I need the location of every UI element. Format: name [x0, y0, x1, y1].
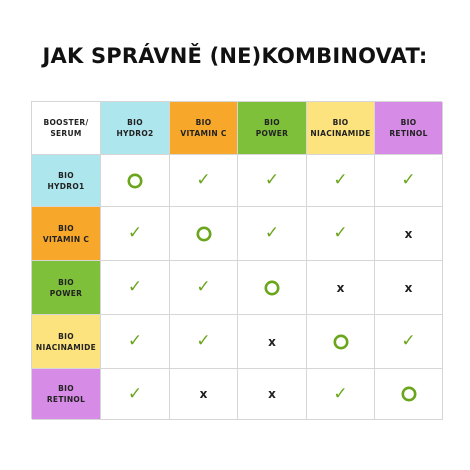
- table-cell: [375, 261, 443, 315]
- row-header-power: [32, 261, 101, 315]
- column-header-retinol-line2: RETINOL: [389, 129, 428, 138]
- check-icon: ✓: [333, 383, 348, 404]
- check-icon: ✓: [401, 170, 416, 190]
- column-header-vitamin-c: [170, 102, 238, 155]
- check-icon: ✓: [127, 331, 143, 351]
- compatibility-table: [31, 101, 442, 419]
- check-icon: ✓: [264, 223, 280, 243]
- row-header-hydro1-line2: HYDRO1: [47, 181, 85, 191]
- cross-icon: x: [268, 334, 276, 349]
- table-cell: [238, 315, 307, 369]
- column-header-niacinamide-line1: BIO: [332, 118, 349, 127]
- column-header-vitamin-c-line1: BIO: [195, 118, 212, 127]
- same-product-swirl-icon: [401, 386, 417, 402]
- row-header-hydro1: [32, 155, 101, 207]
- table-cell: [307, 315, 375, 369]
- corner-header: [32, 102, 101, 155]
- cross-icon: x: [336, 280, 345, 295]
- table-cell: [170, 261, 238, 315]
- table-cell: [307, 369, 375, 420]
- table-cell: [101, 315, 170, 369]
- column-header-power-line2: POWER: [255, 129, 289, 138]
- check-icon: ✓: [196, 331, 211, 351]
- row-header-retinol-line1: BIO: [58, 384, 74, 393]
- cross-icon: x: [268, 387, 276, 401]
- row-header-retinol: [32, 369, 101, 420]
- row-header-hydro1-line1: BIO: [58, 170, 74, 180]
- column-header-niacinamide: [307, 102, 375, 155]
- table-cell: [101, 369, 170, 420]
- row-header-power-line1: BIO: [58, 277, 74, 287]
- table-cell: [101, 155, 170, 207]
- column-header-retinol: [375, 102, 443, 155]
- cross-icon: x: [404, 280, 413, 295]
- check-icon: ✓: [401, 331, 416, 351]
- same-product-swirl-icon: [196, 226, 212, 242]
- row-header-vitamin-c-line2: VITAMIN C: [42, 234, 90, 244]
- table-cell: [101, 261, 170, 315]
- column-header-power: [238, 102, 307, 155]
- cross-icon: x: [404, 226, 413, 241]
- check-icon: ✓: [333, 170, 348, 190]
- table-cell: [238, 207, 307, 261]
- table-cell: [170, 155, 238, 207]
- column-header-hydro2-line2: HYDRO2: [116, 129, 154, 138]
- table-cell: [238, 155, 307, 207]
- table-cell: [170, 369, 238, 420]
- row-header-niacinamide-line1: BIO: [58, 331, 74, 341]
- table-cell: [238, 369, 307, 420]
- same-product-swirl-icon: [333, 334, 349, 350]
- check-icon: ✓: [264, 170, 280, 190]
- row-header-power-line2: POWER: [49, 288, 83, 298]
- check-icon: ✓: [333, 223, 348, 243]
- table-cell: [238, 261, 307, 315]
- corner-header-line2: SERUM: [50, 129, 82, 138]
- same-product-swirl-icon: [127, 173, 143, 189]
- cross-icon: x: [199, 387, 208, 401]
- table-cell: [307, 207, 375, 261]
- check-icon: ✓: [127, 277, 143, 297]
- column-header-power-line1: BIO: [264, 118, 280, 127]
- same-product-swirl-icon: [264, 280, 280, 296]
- check-icon: ✓: [127, 223, 143, 243]
- table-cell: [307, 155, 375, 207]
- table-cell: [170, 207, 238, 261]
- table-cell: [101, 207, 170, 261]
- check-icon: ✓: [196, 170, 211, 190]
- column-header-vitamin-c-line2: VITAMIN C: [180, 129, 227, 138]
- row-header-niacinamide-line2: NIACINAMIDE: [35, 342, 97, 352]
- table-cell: [375, 369, 443, 420]
- table-cell: [375, 207, 443, 261]
- column-header-hydro2-line1: BIO: [127, 118, 143, 127]
- table-cell: [375, 155, 443, 207]
- page-title: JAK SPRÁVNĚ (NE)KOMBINOVAT:: [42, 44, 428, 68]
- check-icon: ✓: [127, 383, 143, 404]
- table-cell: [170, 315, 238, 369]
- check-icon: ✓: [196, 277, 211, 297]
- column-header-retinol-line1: BIO: [400, 118, 417, 127]
- row-header-vitamin-c-line1: BIO: [58, 223, 74, 233]
- row-header-niacinamide: [32, 315, 101, 369]
- column-header-niacinamide-line2: NIACINAMIDE: [310, 129, 371, 138]
- row-header-vitamin-c: [32, 207, 101, 261]
- corner-header-line1: BOOSTER/: [43, 118, 89, 127]
- row-header-retinol-line2: RETINOL: [46, 395, 86, 404]
- column-header-hydro2: [101, 102, 170, 155]
- table-cell: [307, 261, 375, 315]
- table-cell: [375, 315, 443, 369]
